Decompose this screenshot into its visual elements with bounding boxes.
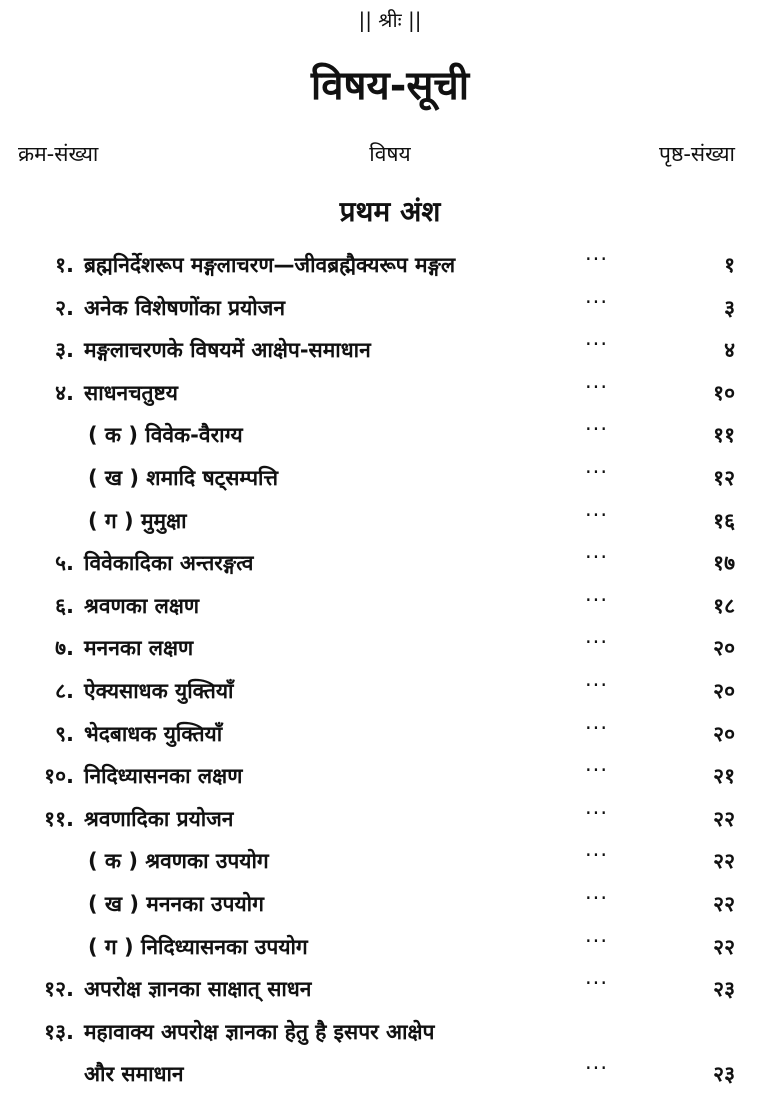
toc-entry xyxy=(0,372,780,415)
entry-page: ११ xyxy=(713,423,735,448)
invocation-header: || श्रीः || xyxy=(358,8,422,32)
toc-entry xyxy=(0,713,780,756)
leader-dots: ··· xyxy=(585,587,609,612)
entry-page: १८ xyxy=(713,593,735,618)
entry-page: २० xyxy=(713,636,735,661)
toc-entry xyxy=(0,840,780,883)
entry-title: ( ग ) मुमुक्षा xyxy=(88,508,187,533)
leader-dots: ··· xyxy=(585,843,609,868)
leader-dots: ··· xyxy=(585,1056,609,1081)
entry-title: और समाधान xyxy=(84,1062,184,1087)
entry-number: १२. xyxy=(44,977,74,1002)
toc-entry xyxy=(0,414,780,457)
entry-number: १०. xyxy=(44,764,74,789)
toc-entry xyxy=(0,968,780,1011)
entry-number: ३. xyxy=(55,338,74,363)
entry-title: ( ग ) निदिध्यासनका उपयोग xyxy=(88,934,308,959)
toc-entry xyxy=(0,926,780,969)
entry-page: १६ xyxy=(713,508,735,533)
entry-title: निदिध्यासनका लक्षण xyxy=(84,764,243,789)
entry-page: ४ xyxy=(724,338,735,363)
entry-number: १. xyxy=(55,253,74,277)
entry-number: ६. xyxy=(55,593,74,618)
entry-page: २२ xyxy=(713,849,735,874)
entry-title: मङ्गलाचरणके विषयमें आक्षेप-समाधान xyxy=(84,338,371,363)
entry-page: २० xyxy=(713,678,735,703)
entry-title: ( ख ) मननका उपयोग xyxy=(88,891,264,916)
toc-entry xyxy=(0,1011,780,1054)
entry-page: २२ xyxy=(713,891,735,916)
entry-page: ३ xyxy=(724,295,735,320)
toc-entry xyxy=(0,457,780,500)
leader-dots: ··· xyxy=(585,459,609,484)
entry-title: मननका लक्षण xyxy=(84,636,194,661)
entry-title: अनेक विशेषणोंका प्रयोजन xyxy=(84,295,285,320)
toc-entry xyxy=(0,670,780,713)
toc-entry xyxy=(0,500,780,543)
entry-title: ( क ) विवेक-वैराग्य xyxy=(88,423,243,448)
toc-entry xyxy=(0,883,780,926)
toc-entry xyxy=(0,585,780,628)
entry-title: साधनचतुष्टय xyxy=(84,380,178,405)
toc-entry xyxy=(0,287,780,330)
entry-page: २० xyxy=(713,721,735,746)
entry-title: श्रवणका लक्षण xyxy=(84,593,200,618)
toc-entry xyxy=(0,329,780,372)
leader-dots: ··· xyxy=(585,672,609,697)
entry-title: ( ख ) शमादि षट्सम्पत्ति xyxy=(88,465,278,490)
section-title: प्रथम अंश xyxy=(339,195,441,228)
column-header-page: पृष्ठ-संख्या xyxy=(659,142,735,166)
leader-dots: ··· xyxy=(585,800,609,825)
toc-entry xyxy=(0,627,780,670)
leader-dots: ··· xyxy=(585,971,609,996)
column-header-serial: क्रम-संख्या xyxy=(18,142,99,166)
entry-page: २३ xyxy=(713,977,735,1002)
entry-title: श्रवणादिका प्रयोजन xyxy=(84,806,234,831)
leader-dots: ··· xyxy=(585,885,609,910)
entry-number: ५. xyxy=(55,551,74,576)
entry-number: ७. xyxy=(55,636,74,661)
leader-dots: ··· xyxy=(585,758,609,783)
entry-page: २२ xyxy=(713,806,735,831)
leader-dots: ··· xyxy=(585,289,609,314)
entry-title: महावाक्य अपरोक्ष ज्ञानका हेतु है इसपर आक्षेप xyxy=(84,1019,435,1044)
entry-number: ८. xyxy=(55,678,74,703)
entry-number: १३. xyxy=(44,1019,74,1044)
entry-page: १ xyxy=(724,253,735,277)
page-title: विषय-सूची xyxy=(310,63,470,109)
toc-entry xyxy=(0,244,780,287)
entry-title: ऐक्यसाधक युक्तियाँ xyxy=(84,678,234,703)
entry-title: अपरोक्ष ज्ञानका साक्षात् साधन xyxy=(84,977,312,1002)
entry-page: २२ xyxy=(713,934,735,959)
entry-page: २१ xyxy=(713,764,735,789)
entry-number: ४. xyxy=(55,380,74,405)
leader-dots: ··· xyxy=(585,332,609,357)
leader-dots: ··· xyxy=(585,374,609,399)
leader-dots: ··· xyxy=(585,502,609,527)
entry-page: १० xyxy=(713,380,735,405)
entry-title: विवेकादिका अन्तरङ्गत्व xyxy=(84,551,254,576)
leader-dots: ··· xyxy=(585,545,609,570)
toc-entry xyxy=(0,798,780,841)
toc-entry xyxy=(0,542,780,585)
entry-title: भेदबाधक युक्तियाँ xyxy=(84,721,223,746)
toc-entry xyxy=(0,1053,780,1096)
contents-list xyxy=(0,244,780,1096)
entry-number: ९. xyxy=(55,721,74,746)
entry-page: १७ xyxy=(713,551,735,576)
column-header-subject: विषय xyxy=(369,142,411,166)
entry-page: १२ xyxy=(713,465,735,490)
entry-number: २. xyxy=(55,295,74,320)
entry-number: ११. xyxy=(44,806,74,831)
leader-dots: ··· xyxy=(585,715,609,740)
leader-dots: ··· xyxy=(585,928,609,953)
leader-dots: ··· xyxy=(585,417,609,442)
toc-entry xyxy=(0,755,780,798)
entry-title: ( क ) श्रवणका उपयोग xyxy=(88,849,269,874)
entry-title: ब्रह्मनिर्देशरूप मङ्गलाचरण—जीवब्रह्मैक्यरूप मङ्गल xyxy=(84,253,456,277)
leader-dots: ··· xyxy=(585,630,609,655)
entry-page: २३ xyxy=(713,1062,735,1087)
leader-dots: ··· xyxy=(585,247,609,271)
